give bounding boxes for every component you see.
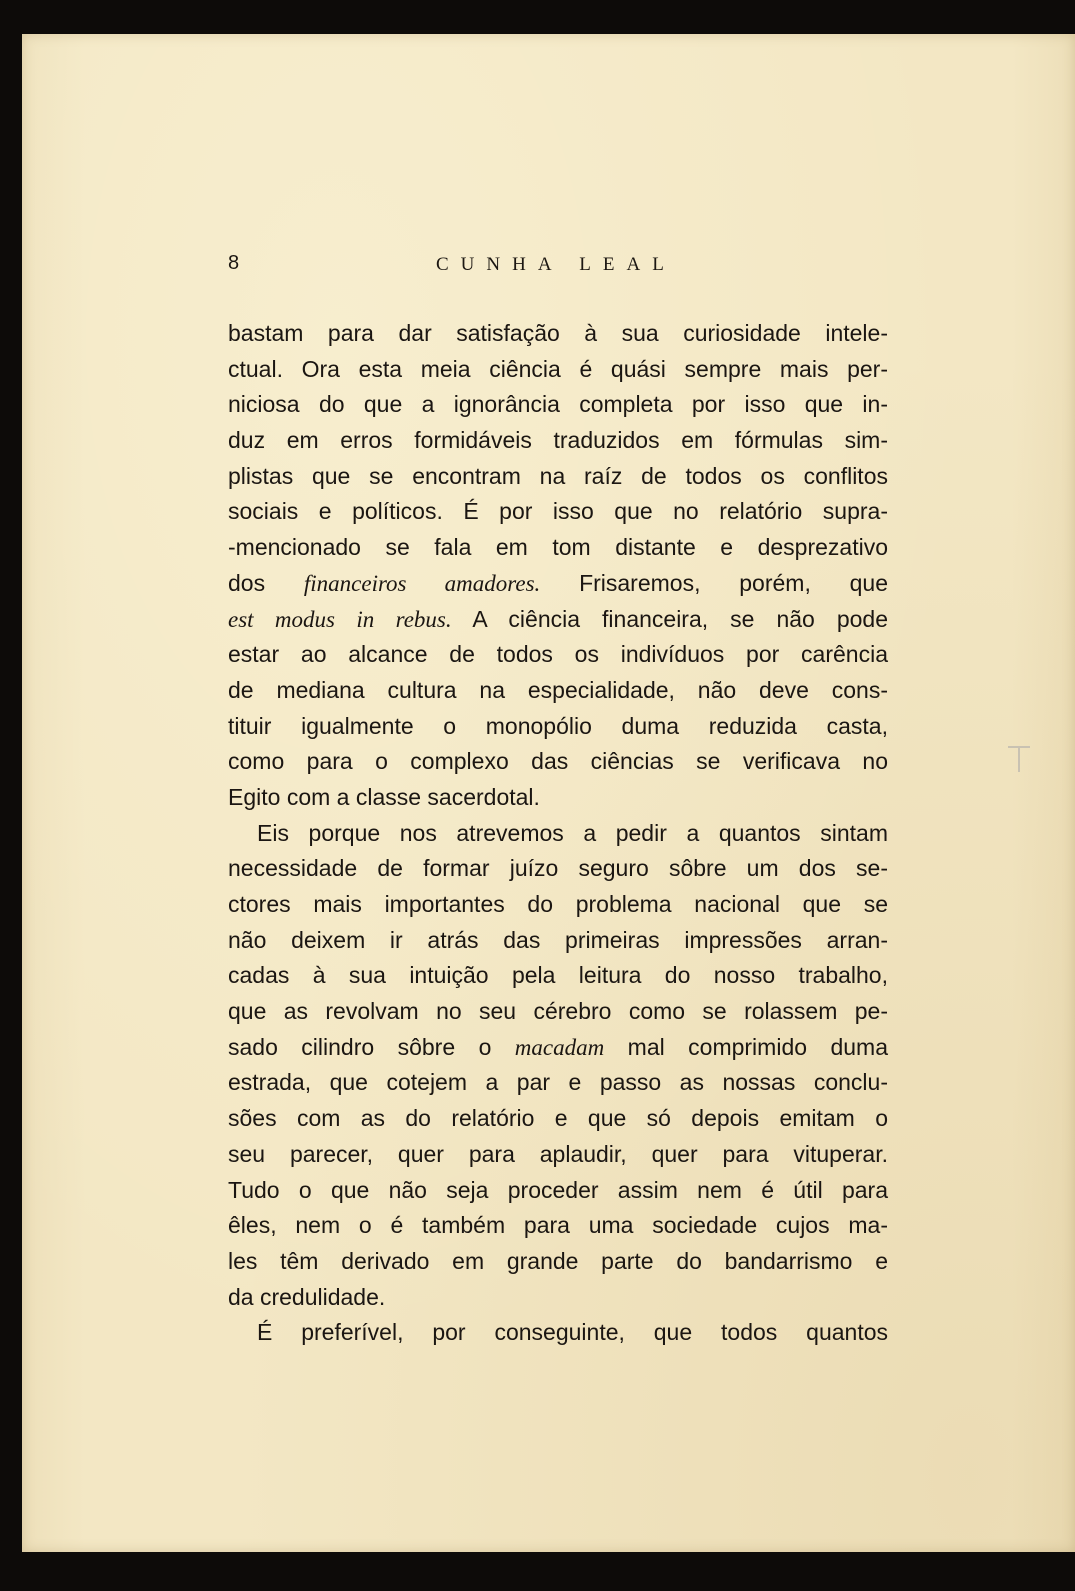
text-line: duz em erros formidáveis traduzidos em fórmulas sim-: [228, 427, 888, 454]
page-number: 8: [228, 252, 240, 274]
text-line: les têm derivado em grande parte do bandarrismo e: [228, 1247, 888, 1274]
text-line: não deixem ir atrás das primeiras impressões arran-: [228, 926, 888, 953]
text-line: bastam para dar satisfação à sua curiosidade intele-: [228, 320, 888, 346]
text-line: sociais e políticos. É por isso que no relatório supra-: [228, 498, 888, 525]
text-line: -mencionado se fala em tom distante e desprezativo: [228, 534, 888, 561]
text-line: ctual. Ora esta meia ciência é quási sempre mais per-: [228, 355, 888, 382]
text-line: É preferível, por conseguinte, que todos quantos: [257, 1319, 888, 1346]
text-line: Egito com a classe sacerdotal.: [228, 783, 540, 810]
italic-phrase: est modus in rebus.: [228, 606, 452, 632]
body-text: [228, 316, 888, 1351]
text-line: dos financeiros amadores. Frisaremos, porém, que: [228, 569, 888, 596]
text-line: seu parecer, quer para aplaudir, quer para vituperar.: [228, 1140, 888, 1167]
text-line: estrada, que cotejem a par e passo as nossas conclu-: [228, 1069, 888, 1096]
text-line: niciosa do que a ignorância completa por isso que in-: [228, 391, 888, 418]
text-line: da credulidade.: [228, 1283, 386, 1310]
text-line: sões com as do relatório e que só depois emitam o: [228, 1105, 888, 1132]
text-line: estar ao alcance de todos os indivíduos por carência: [228, 641, 888, 668]
text-line: tituir igualmente o monopólio duma reduzida casta,: [228, 712, 888, 739]
running-head: [228, 252, 888, 282]
text-line: Tudo o que não seja proceder assim nem é útil para: [228, 1176, 888, 1203]
text-line: êles, nem o é também para uma sociedade cujos ma-: [228, 1212, 888, 1239]
italic-phrase: financeiros amadores.: [303, 570, 541, 596]
text-line: cadas à sua intuição pela leitura do nosso trabalho,: [228, 962, 888, 989]
text-line: que as revolvam no seu cérebro como se rolassem pe-: [228, 998, 888, 1025]
text-line: Eis porque nos atrevemos a pedir a quantos sintam: [257, 819, 888, 846]
text-line: como para o complexo das ciências se verificava no: [228, 748, 888, 775]
edge-mark: [1018, 748, 1020, 772]
text-line: plistas que se encontram na raíz de todos os conflitos: [228, 462, 888, 489]
text-line: sado cilindro sôbre o macadam mal comprimido duma: [228, 1033, 888, 1060]
text-line: necessidade de formar juízo seguro sôbre um dos se-: [228, 855, 888, 882]
text-line: ctores mais importantes do problema nacional que se: [228, 891, 888, 917]
book-page: [22, 34, 1075, 1552]
text-line: est modus in rebus. A ciência financeira, se não pode: [228, 605, 888, 632]
text-line: de mediana cultura na especialidade, não deve cons-: [228, 676, 888, 703]
italic-phrase: macadam: [514, 1034, 605, 1060]
running-title: CUNHA LEAL: [436, 254, 676, 275]
